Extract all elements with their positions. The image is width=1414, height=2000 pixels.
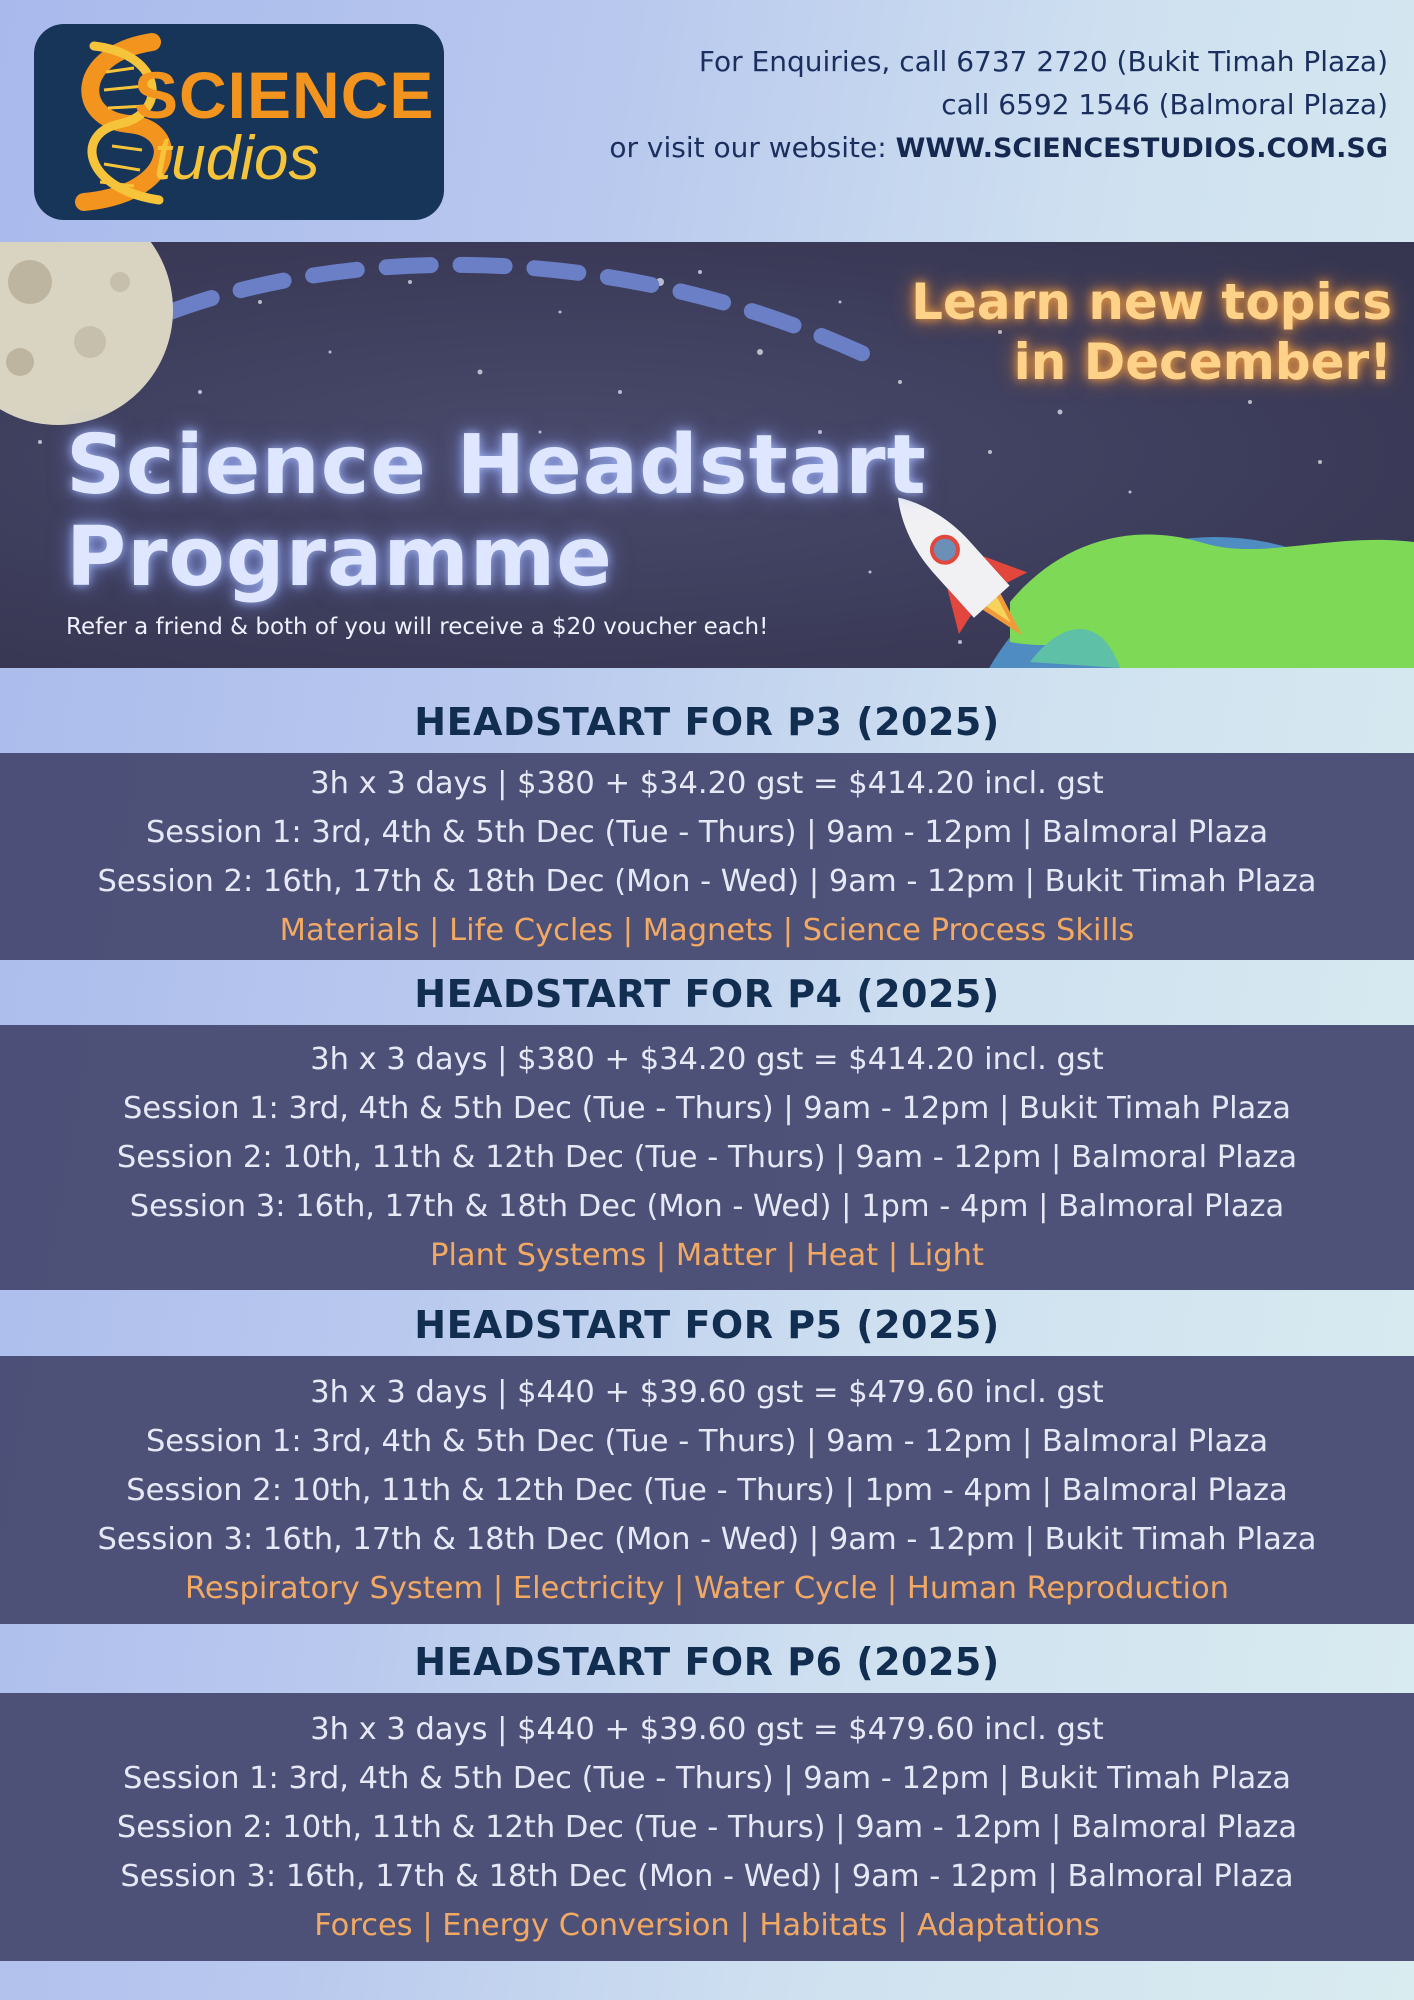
tagline-line2: in December! bbox=[1013, 333, 1392, 391]
earth-icon bbox=[955, 535, 1414, 669]
topics-line: Plant Systems | Matter | Heat | Light bbox=[430, 1238, 984, 1273]
section-p3 bbox=[0, 753, 1414, 960]
session-line: Session 2: 10th, 11th & 12th Dec (Tue - Thurs) | 9am - 12pm | Balmoral Plaza bbox=[116, 1809, 1298, 1845]
session-line: Session 3: 16th, 17th & 18th Dec (Mon - Wed) | 9am - 12pm | Bukit Timah Plaza bbox=[97, 1521, 1317, 1557]
section-title-p4: HEADSTART FOR P4 (2025) bbox=[414, 972, 1000, 1016]
section-p6 bbox=[0, 1693, 1414, 1961]
title-line1: Science Headstart bbox=[66, 418, 927, 513]
logo-word-science: SCIENCE bbox=[134, 58, 435, 132]
referral-offer: Refer a friend & both of you will receive a $20 voucher each! bbox=[66, 614, 769, 640]
science-studios-logo bbox=[34, 24, 444, 220]
section-p5 bbox=[0, 1356, 1414, 1624]
enquiry-block bbox=[609, 40, 1388, 170]
price-line: 3h x 3 days | $380 + $34.20 gst = $414.20 incl. gst bbox=[310, 765, 1104, 801]
section-title-p6: HEADSTART FOR P6 (2025) bbox=[414, 1640, 1000, 1684]
price-line: 3h x 3 days | $440 + $39.60 gst = $479.60 incl. gst bbox=[310, 1711, 1104, 1747]
session-line: Session 2: 16th, 17th & 18th Dec (Mon - Wed) | 9am - 12pm | Bukit Timah Plaza bbox=[97, 863, 1317, 899]
enquiry-phone-bukit-timah: For Enquiries, call 6737 2720 (Bukit Timah Plaza) bbox=[698, 45, 1388, 78]
topics-line: Materials | Life Cycles | Magnets | Science Process Skills bbox=[279, 912, 1135, 948]
enquiry-phone-balmoral: call 6592 1546 (Balmoral Plaza) bbox=[941, 88, 1388, 121]
section-title-p5: HEADSTART FOR P5 (2025) bbox=[414, 1303, 1000, 1347]
topics-line: Respiratory System | Electricity | Water Cycle | Human Reproduction bbox=[185, 1570, 1229, 1606]
session-line: Session 1: 3rd, 4th & 5th Dec (Tue - Thurs) | 9am - 12pm | Bukit Timah Plaza bbox=[123, 1091, 1291, 1126]
session-line: Session 1: 3rd, 4th & 5th Dec (Tue - Thurs) | 9am - 12pm | Bukit Timah Plaza bbox=[123, 1760, 1291, 1796]
moon-icon bbox=[0, 242, 173, 425]
banner-title bbox=[66, 420, 927, 604]
tagline-line1: Learn new topics bbox=[911, 273, 1392, 331]
hero-banner bbox=[0, 242, 1414, 668]
logo-word-studios: tudios bbox=[154, 124, 320, 193]
session-line: Session 3: 16th, 17th & 18th Dec (Mon - Wed) | 1pm - 4pm | Balmoral Plaza bbox=[129, 1189, 1285, 1224]
section-title-p3: HEADSTART FOR P3 (2025) bbox=[414, 700, 1000, 744]
topics-line: Forces | Energy Conversion | Habitats | Adaptations bbox=[314, 1907, 1100, 1943]
banner-tagline bbox=[911, 272, 1392, 392]
session-line: Session 3: 16th, 17th & 18th Dec (Mon - Wed) | 9am - 12pm | Balmoral Plaza bbox=[120, 1858, 1294, 1894]
session-line: Session 2: 10th, 11th & 12th Dec (Tue - Thurs) | 9am - 12pm | Balmoral Plaza bbox=[116, 1140, 1298, 1175]
website-link[interactable]: WWW.SCIENCESTUDIOS.COM.SG bbox=[895, 133, 1388, 164]
title-line2: Programme bbox=[66, 510, 613, 605]
price-line: 3h x 3 days | $440 + $39.60 gst = $479.60 incl. gst bbox=[310, 1374, 1104, 1410]
price-line: 3h x 3 days | $380 + $34.20 gst = $414.20 incl. gst bbox=[310, 1042, 1104, 1077]
section-p4 bbox=[0, 1025, 1414, 1290]
session-line: Session 1: 3rd, 4th & 5th Dec (Tue - Thurs) | 9am - 12pm | Balmoral Plaza bbox=[145, 1423, 1269, 1459]
enquiry-website-prefix: or visit our website: bbox=[609, 131, 896, 164]
enquiry-website-line bbox=[609, 126, 1388, 170]
session-line: Session 1: 3rd, 4th & 5th Dec (Tue - Thurs) | 9am - 12pm | Balmoral Plaza bbox=[145, 814, 1269, 850]
session-line: Session 2: 10th, 11th & 12th Dec (Tue - Thurs) | 1pm - 4pm | Balmoral Plaza bbox=[126, 1472, 1288, 1508]
